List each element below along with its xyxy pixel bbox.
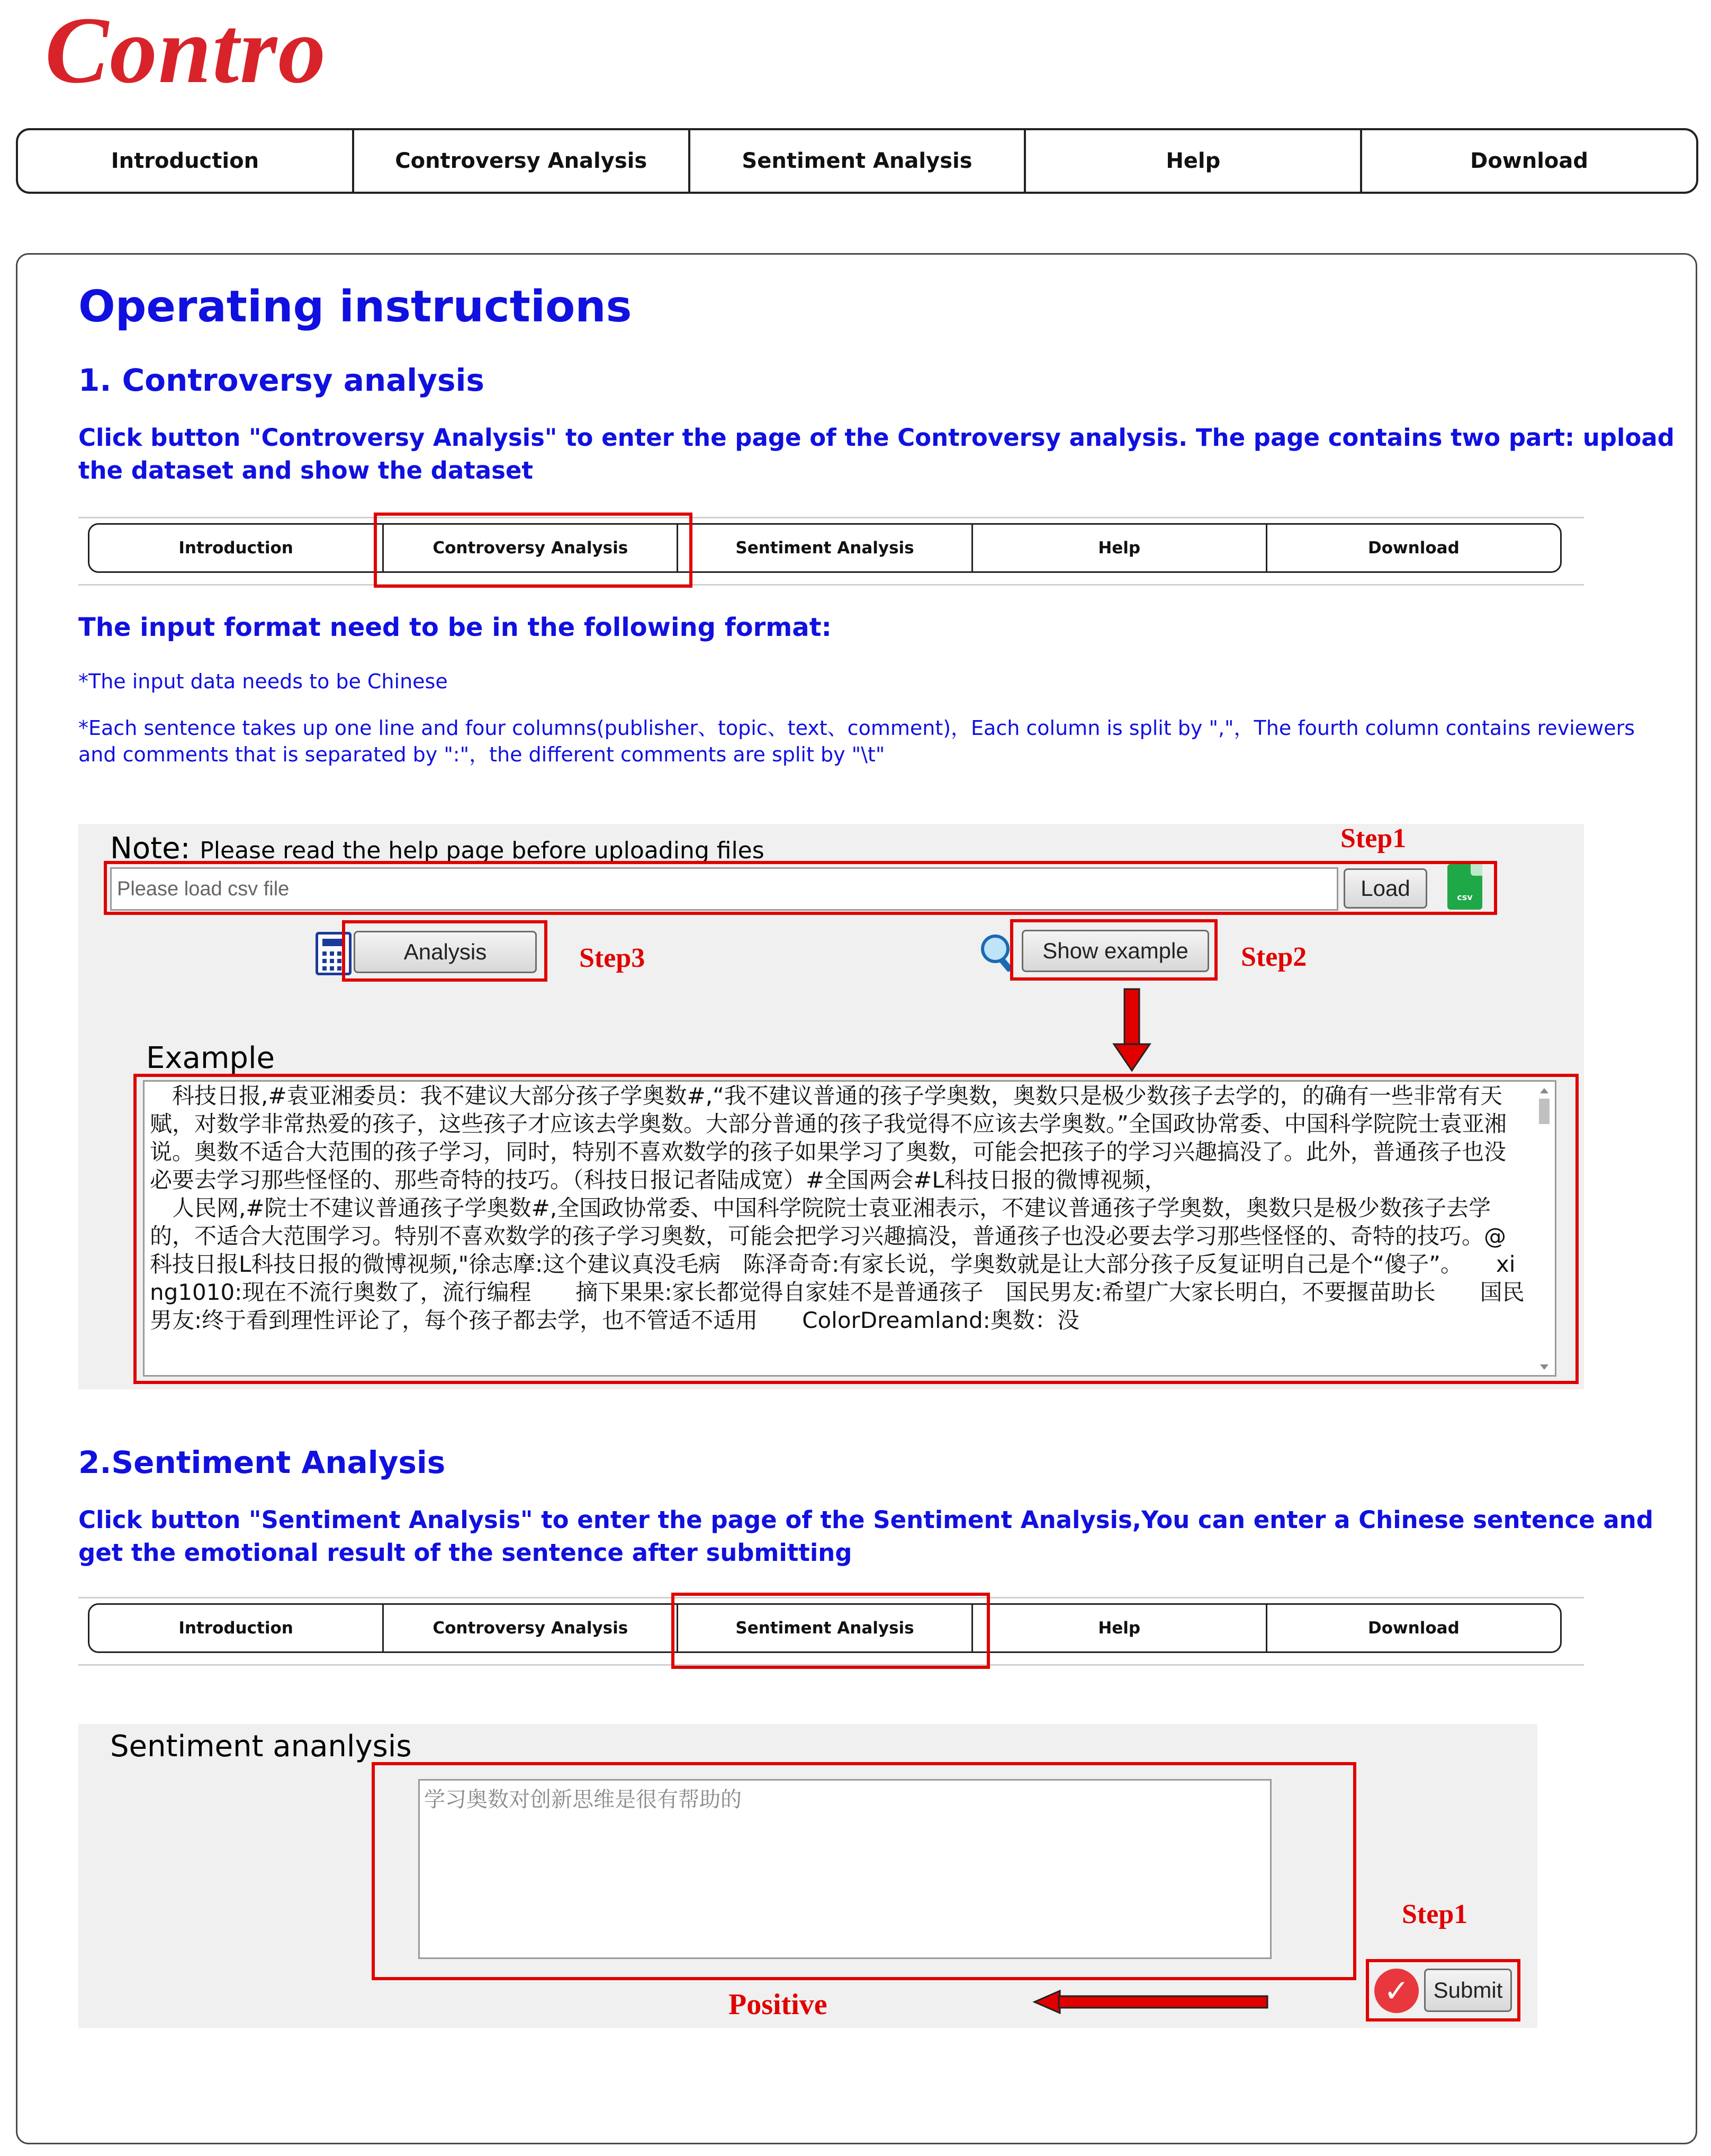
tab-help[interactable]: Help (971, 525, 1266, 571)
nav-screenshot-1 (88, 523, 1562, 573)
left-arrow-icon (1032, 1989, 1271, 2015)
highlight-upload-row (104, 861, 1497, 915)
tab-controversy-analysis[interactable]: Controversy Analysis (382, 525, 677, 571)
step1-label-sentiment: Step1 (1402, 1899, 1468, 1929)
tab-help[interactable]: Help (971, 1605, 1266, 1651)
sentence-input[interactable]: 学习奥数对创新思维是很有帮助的 (418, 1779, 1272, 1959)
tab-sentiment-analysis[interactable]: Sentiment Analysis (677, 1605, 971, 1651)
tab-download[interactable]: Download (1266, 525, 1560, 571)
tab-introduction[interactable]: Introduction (178, 538, 293, 558)
csv-file-icon: csv (1447, 864, 1482, 910)
checkmark-icon: ✓ (1374, 1969, 1419, 2013)
note-label: Note: (110, 831, 191, 866)
highlight-analysis-button (342, 920, 547, 982)
analysis-button[interactable]: Analysis (354, 931, 537, 973)
highlight-sentiment-tab (671, 1593, 990, 1669)
highlight-controversy-tab (374, 513, 692, 588)
sentiment-panel-title: Sentiment ananlysis (110, 1729, 412, 1764)
note-message: Please read the help page before uploading files (200, 837, 764, 864)
step2-label: Step2 (1241, 942, 1307, 972)
example-content: 科技日报,#袁亚湘委员：我不建议大部分孩子学奥数#,“我不建议普通的孩子学奥数，奥数只是极少数孩子去学的，的确有一些非常有天赋，对数学非常热爱的孩子，这些孩子才应该去学奥数。大部分普通的孩子我觉得不应该去学奥数。”全国政协常委、中国科学院院士袁亚湘说。奥数不适合大范围的孩子学习，同时，特别不喜欢数学的孩子如果学习了奥数，可能会把孩子的学习兴趣搞没了。此外，普通孩子也没必要去学习那些怪怪的、那些奇特的技巧。（科技日报记者陆成宽）#全国两会#L科技日报的微博视频， 人民网,#院士不建议普通孩子学奥数#,全国政协常委、中国科学院院士袁亚湘表示，不建议普通孩子学奥数，奥数只是极少数孩子去学的，不适合大范围学习。特别不喜欢数学的孩子学习奥数，可能会把学习兴趣搞没，普通孩子也没必要去学习那些怪怪的、奇特的技巧。@科技日报L科技日报的微博视频,"徐志摩:这个建议真没毛病 陈泽奇奇:有家长说，学奥数就是让大部分孩子反复证明自己是个“傻子”。 xing1010:现在不流行奥数了，流行编程 摘下果果:家长都觉得自家娃不是普通孩子 国民男友:希望广大家长明白，不要揠苗助长 国民男友:终于看到理性评论了，每个孩子都去学，也不管适不适用 ColorDreamland:奥数：没 (150, 1083, 1525, 1333)
load-button[interactable]: Load (1344, 868, 1427, 909)
example-title: Example (146, 1041, 275, 1075)
format-heading: The input format need to be in the following format: (78, 613, 832, 642)
tab-introduction[interactable]: Introduction (178, 1619, 293, 1638)
main-nav (16, 128, 1698, 194)
section1-heading: 1. Controversy analysis (78, 362, 484, 398)
format-note-chinese: *The input data needs to be Chinese (78, 670, 448, 693)
tab-controversy-analysis[interactable]: Controversy Analysis (352, 130, 688, 192)
tab-sentiment-analysis[interactable]: Sentiment Analysis (688, 130, 1024, 192)
tab-introduction[interactable]: Introduction (111, 149, 259, 173)
section2-description: Click button "Sentiment Analysis" to enter the page of the Sentiment Analysis,You can enter a Chinese sentence and get the emotional result of the sentence after submitting (78, 1506, 1654, 1567)
format-note-columns: *Each sentence takes up one line and four columns(publisher、topic、text、comment)，Each column is split by ","，The fourth column contains reviewers and comments that is separated by ":"，the different comments are split by "\t" (78, 716, 1635, 766)
step3-label: Step3 (579, 943, 645, 973)
tab-controversy-analysis[interactable]: Controversy Analysis (382, 1605, 677, 1651)
highlight-example (133, 1074, 1579, 1384)
csv-file-input[interactable]: Please load csv file (110, 867, 1338, 911)
section2-heading: 2.Sentiment Analysis (78, 1444, 446, 1480)
show-example-button[interactable]: Show example (1022, 930, 1209, 972)
sentiment-result: Positive (728, 1988, 827, 2021)
highlight-sentence-input (372, 1762, 1356, 1980)
submit-button[interactable]: Submit (1424, 1969, 1512, 2012)
down-arrow-icon (1111, 988, 1153, 1073)
page-title: Operating instructions (78, 282, 632, 332)
section1-description: Click button "Controversy Analysis" to enter the page of the Controversy analysis. The page contains two part: upload the dataset and show the dataset (78, 424, 1674, 484)
tab-sentiment-analysis[interactable]: Sentiment Analysis (677, 525, 971, 571)
contro-logo: Contro (45, 0, 327, 103)
tab-download[interactable]: Download (1360, 130, 1696, 192)
highlight-show-example-button (1010, 919, 1218, 981)
step1-label: Step1 (1340, 823, 1407, 854)
highlight-submit (1366, 1959, 1520, 2022)
tab-download[interactable]: Download (1266, 1605, 1560, 1651)
tab-help[interactable]: Help (1024, 130, 1360, 192)
